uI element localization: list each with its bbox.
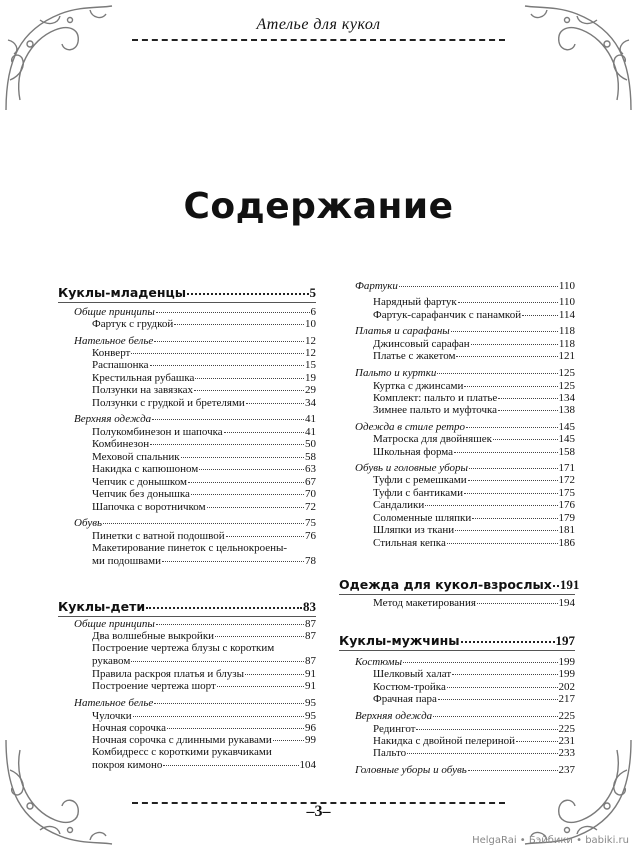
toc-entry-title: Крестильная рубашка [92,372,195,384]
toc-chapter [58,286,316,300]
leader-dots [454,452,557,453]
toc-page-number: 41 [305,426,316,438]
toc-entry [92,710,316,722]
toc-entry [92,680,316,692]
toc-section [74,618,316,630]
leader-dots [468,480,558,481]
toc-chapter [339,577,580,592]
toc-entry-title: Костюм-тройка [373,681,446,693]
toc-page-number: 10 [305,318,316,330]
leader-dots [245,674,304,675]
toc-page-number: 91 [305,680,316,692]
toc-page-number: 50 [305,438,316,450]
toc-page-number: 118 [558,338,575,350]
leader-dots [516,741,557,742]
toc-page-number: 233 [558,747,575,759]
toc-entry [373,433,575,445]
toc-entry [92,734,316,746]
toc-entry [373,512,575,524]
leader-dots [146,607,302,609]
leader-dots [438,699,558,700]
toc-page-number: 158 [558,446,575,458]
toc-page-number: 231 [558,735,575,747]
toc-section [355,462,575,474]
toc-entry-title: Построение чертежа шорт [92,680,216,692]
leader-dots [273,740,304,741]
toc-entry-title: Фартук-сарафанчик с панамкой [373,309,522,321]
toc-entry [373,668,575,680]
toc-entry-title: Накидка с капюшоном [92,463,199,475]
toc-entry-title: Одежда для кукол-взрослых [339,577,552,592]
leader-dots [187,293,308,295]
page-number: –3– [306,803,331,820]
toc-section [355,280,575,292]
toc-page-number: 171 [558,462,575,474]
toc-page-number: 87 [305,618,316,630]
toc-page-number: 15 [305,359,316,371]
toc-page-number: 76 [305,530,316,542]
leader-dots [522,315,558,316]
toc-entry [373,681,575,693]
toc-entry-title: Костюмы [355,656,403,668]
toc-entry [92,463,316,475]
toc-entry [373,735,575,747]
toc-entry-title: Комбинезон [92,438,150,450]
toc-entry [373,392,575,404]
page-title: Содержание [183,186,454,227]
toc-page-number: 12 [305,335,316,347]
toc-page-number: 145 [558,421,575,433]
toc-entry [92,501,316,513]
leader-dots [163,765,298,766]
leader-dots [425,505,557,506]
leader-dots [447,687,558,688]
toc-page-number: 217 [558,693,575,705]
toc-entry-title: Два волшебные выкройки [92,630,215,642]
toc-page-number: 78 [305,555,316,567]
leader-dots [433,716,557,717]
toc-page-number: 138 [558,404,575,416]
leader-dots [452,674,557,675]
toc-entry [373,350,575,362]
toc-entry [92,488,316,500]
leader-dots [407,753,557,754]
leader-dots [468,770,558,771]
toc-page-number: 72 [305,501,316,513]
toc-entry-title: Верхняя одежда [74,413,152,425]
toc-entry-title: рукавом [92,655,131,667]
leader-dots [464,386,557,387]
toc-page-number: 121 [558,350,575,362]
leader-dots [472,518,557,519]
leader-dots [167,728,304,729]
toc-entry-title: Комплект: пальто и платье [373,392,498,404]
leader-dots [188,482,304,483]
toc-page-number: 186 [558,537,575,549]
leader-dots [207,507,304,508]
toc-entry-title: Зимнее пальто и муфточка [373,404,498,416]
toc-page-number: 95 [305,710,316,722]
toc-entry-title: Соломенные шляпки [373,512,472,524]
toc-entry-title: Шелковый халат [373,668,452,680]
leader-dots [174,324,304,325]
toc-entry-title: Пальто [373,747,407,759]
toc-entry-title: Сандалики [373,499,425,511]
toc-entry [373,537,575,549]
toc-entry [92,746,316,758]
toc-section [74,517,316,529]
toc-chapter [58,600,316,614]
chapter-underline [339,650,575,651]
toc-section [355,710,575,722]
toc-entry-title: Общие принципы [74,618,155,630]
toc-entry-title: Пинетки с ватной подошвой [92,530,225,542]
toc-entry-title: Ночная сорочка [92,722,166,734]
toc-page-number: 19 [305,372,316,384]
leader-dots [447,543,558,544]
toc-entry-title: Куклы-младенцы [58,285,187,300]
toc-entry [92,397,316,409]
chapter-underline [339,594,575,595]
leader-dots [150,365,304,366]
toc-page-number: 197 [555,633,575,648]
toc-entry-title: Макетирование пинеток с цельнокроены- [92,542,288,554]
chapter-underline [58,302,316,303]
toc-page-number: 34 [305,397,316,409]
leader-dots [103,523,304,524]
toc-page-number: 67 [305,476,316,488]
toc-entry-title: Фартуки [355,280,398,292]
toc-entry-title: Чулочки [92,710,132,722]
toc-page-number: 175 [558,487,575,499]
toc-page-number: 118 [558,325,575,337]
toc-entry-title: Джинсовый сарафан [373,338,470,350]
toc-entry-title: Нарядный фартук [373,296,457,308]
leader-dots [199,469,304,470]
toc-entry [92,359,316,371]
toc-entry-title: Верхняя одежда [355,710,433,722]
toc-entry [373,338,575,350]
toc-entry [373,499,575,511]
toc-entry-title: Пальто и куртки [355,367,437,379]
toc-entry [92,668,316,680]
toc-entry-title: Ползунки с грудкой и бретелями [92,397,245,409]
toc-entry [92,530,316,542]
leader-dots [477,603,558,604]
toc-entry-title: Распашонка [92,359,149,371]
leader-dots [461,641,555,643]
leader-dots [156,312,310,313]
toc-entry-title: Туфли с бантиками [373,487,463,499]
toc-entry-title: Шляпки из ткани [373,524,455,536]
toc-section [355,421,575,433]
leader-dots [498,398,557,399]
toc-entry [92,655,316,667]
toc-page-number: 110 [558,280,575,292]
toc-entry [92,476,316,488]
leader-dots [224,432,304,433]
toc-entry-title: Накидка с двойной пелериной [373,735,516,747]
toc-entry [373,597,575,609]
toc-page-number: 75 [305,517,316,529]
leader-dots [131,353,304,354]
toc-page-number: 91 [305,668,316,680]
toc-entry-title: Правила раскроя платья и блузы [92,668,245,680]
toc-entry-title: Фрачная пара [373,693,437,705]
toc-entry [373,380,575,392]
toc-entry-title: Обувь и головные уборы [355,462,468,474]
toc-entry [373,296,575,308]
toc-entry [92,555,316,567]
leader-dots [469,468,558,469]
toc-page-number: 202 [558,681,575,693]
toc-page-number: 191 [559,577,580,592]
toc-page-number: 99 [305,734,316,746]
toc-entry-title: Платья и сарафаны [355,325,450,337]
toc-entry-title: Метод макетирования [373,597,476,609]
leader-dots [162,561,304,562]
toc-entry [92,384,316,396]
toc-entry-title: Шапочка с воротничком [92,501,206,513]
toc-page-number: 6 [310,306,316,318]
toc-entry [92,426,316,438]
toc-section [355,656,575,668]
toc-page-number: 87 [305,655,316,667]
toc-entry-title: Платье с жакетом [373,350,456,362]
toc-page-number: 225 [558,710,575,722]
leader-dots [195,378,304,379]
toc-page-number: 176 [558,499,575,511]
toc-entry [373,487,575,499]
toc-entry-title: ми подошвами [92,555,162,567]
toc-entry-title: Редингот [373,723,416,735]
toc-entry-title: Общие принципы [74,306,155,318]
header-divider [132,39,505,41]
leader-dots [215,636,304,637]
toc-page-number: 134 [558,392,575,404]
toc-entry-title: Чепчик без донышка [92,488,190,500]
toc-entry [373,693,575,705]
leader-dots [451,331,558,332]
toc-entry [92,722,316,734]
toc-entry-title: Фартук с грудкой [92,318,174,330]
leader-dots [181,457,304,458]
toc-entry [92,451,316,463]
toc-entry-title: Обувь [74,517,102,529]
leader-dots [498,410,557,411]
toc-page-number: 172 [558,474,575,486]
toc-entry-title: Полукомбинезон и шапочка [92,426,223,438]
leader-dots [226,536,304,537]
toc-section [355,367,575,379]
leader-dots [150,444,304,445]
toc-entry [92,642,316,654]
toc-entry-title: Одежда в стиле ретро [355,421,466,433]
leader-dots [403,662,557,663]
toc-page-number: 5 [309,285,316,300]
toc-entry [373,446,575,458]
watermark: HelgaRai • Бэйбики • babiki.ru [472,835,629,846]
running-header: Ателье для кукол [256,16,381,33]
toc-page-number: 12 [305,347,316,359]
toc-page-number: 114 [558,309,575,321]
toc-page-number: 104 [299,759,316,771]
toc-page-number: 199 [558,656,575,668]
toc-page-number: 29 [305,384,316,396]
leader-dots [133,716,304,717]
toc-entry [373,309,575,321]
leader-dots [399,286,558,287]
leader-dots [217,686,304,687]
toc-page-number: 225 [558,723,575,735]
toc-entry-title: Стильная кепка [373,537,446,549]
toc-page-number: 199 [558,668,575,680]
toc-section [74,306,316,318]
leader-dots [456,356,557,357]
toc-entry [92,630,316,642]
leader-dots [154,703,304,704]
toc-page-number: 145 [558,433,575,445]
toc-entry-title: покроя кимоно [92,759,163,771]
toc-page-number: 87 [305,630,316,642]
toc-entry [92,318,316,330]
toc-section [74,413,316,425]
toc-entry-title: Куртка с джинсами [373,380,464,392]
toc-entry-title: Нательное белье [74,335,154,347]
toc-page-number: 181 [558,524,575,536]
leader-dots [553,585,559,587]
leader-dots [437,373,557,374]
toc-entry-title: Куклы-мужчины [339,633,460,648]
leader-dots [246,403,304,404]
toc-entry-title: Нательное белье [74,697,154,709]
toc-entry [92,372,316,384]
toc-page-number: 58 [305,451,316,463]
leader-dots [466,427,557,428]
toc-page-number: 237 [558,764,575,776]
toc-page-number: 179 [558,512,575,524]
toc-page-number: 70 [305,488,316,500]
toc-page-number: 63 [305,463,316,475]
leader-dots [152,419,304,420]
toc-page-number: 125 [558,367,575,379]
toc-section [74,697,316,709]
toc-entry-title: Туфли с ремешками [373,474,467,486]
toc-chapter [339,634,575,648]
toc-entry-title: Чепчик с донышком [92,476,187,488]
leader-dots [194,390,304,391]
toc-entry [92,542,316,554]
leader-dots [455,530,557,531]
toc-page-number: 110 [558,296,575,308]
leader-dots [464,493,558,494]
leader-dots [416,729,557,730]
toc-entry [373,723,575,735]
toc-entry-title: Матроска для двойняшек [373,433,492,445]
toc-page-number: 41 [305,413,316,425]
leader-dots [156,624,304,625]
toc-entry-title: Ночная сорочка с длинными рукавами [92,734,272,746]
chapter-underline [58,616,316,617]
toc-entry [373,747,575,759]
toc-entry [92,438,316,450]
toc-entry [92,347,316,359]
leader-dots [471,344,558,345]
toc-entry [373,474,575,486]
toc-page-number: 96 [305,722,316,734]
leader-dots [191,494,304,495]
toc-entry [373,404,575,416]
toc-entry-title: Куклы-дети [58,599,146,614]
toc-page-number: 95 [305,697,316,709]
toc-section [74,335,316,347]
toc-entry-title: Конверт [92,347,131,359]
leader-dots [131,661,304,662]
toc-section [355,764,575,776]
leader-dots [458,302,558,303]
toc-entry [92,759,316,771]
toc-entry-title: Построение чертежа блузы с коротким [92,642,275,654]
leader-dots [493,439,558,440]
toc-entry-title: Комбидресс с короткими рукавчиками [92,746,272,758]
toc-entry [373,524,575,536]
toc-page-number: 125 [558,380,575,392]
toc-entry-title: Меховой спальник [92,451,180,463]
toc-entry-title: Ползунки на завязках [92,384,194,396]
toc-entry-title: Головные уборы и обувь [355,764,467,776]
toc-section [355,325,575,337]
toc-entry-title: Школьная форма [373,446,454,458]
leader-dots [154,341,304,342]
toc-page-number: 83 [303,599,316,614]
toc-page-number: 194 [558,597,575,609]
